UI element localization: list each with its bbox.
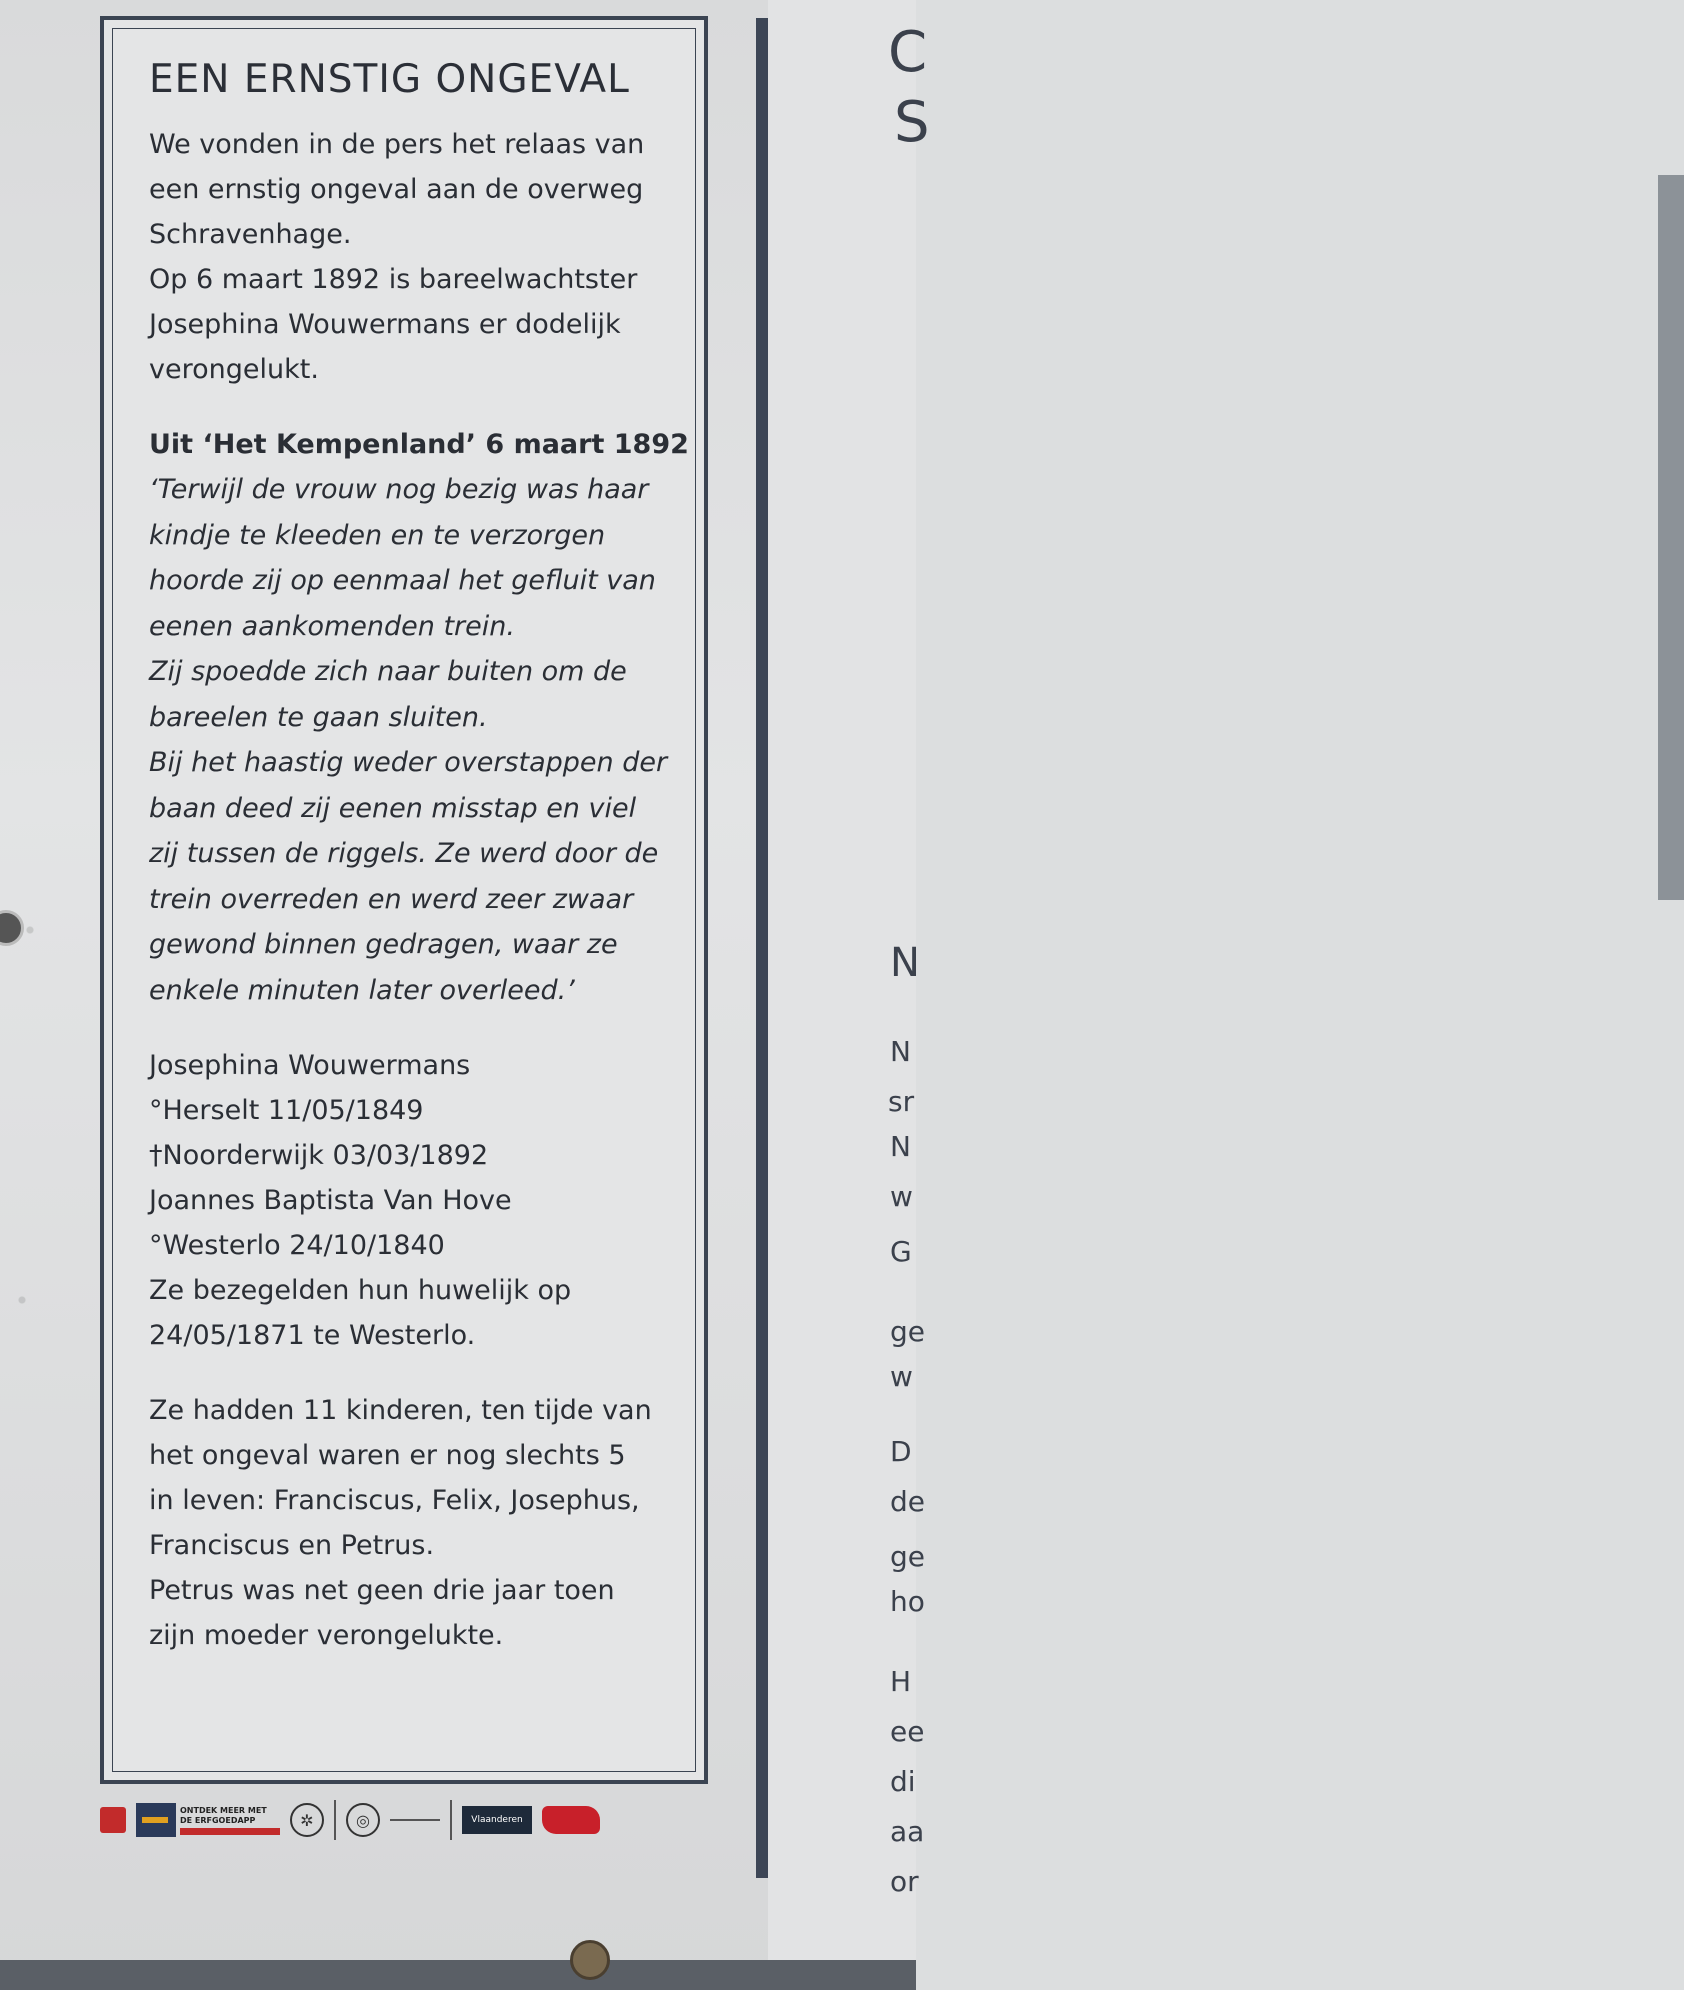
quote-line: Bij het haastig weder overstappen der bbox=[149, 747, 668, 778]
quote-line: enkele minuten later overleed.’ bbox=[149, 974, 575, 1006]
adjacent-text-fragments bbox=[768, 0, 930, 1990]
adjacent-photo bbox=[1658, 175, 1684, 900]
children-paragraph bbox=[149, 1388, 675, 1658]
adjacent-panel bbox=[768, 0, 930, 1990]
bio-line: Ze bezegelden hun huwelijk op bbox=[149, 1275, 572, 1306]
bio-line: °Herselt 11/05/1849 bbox=[149, 1095, 424, 1126]
separator bbox=[450, 1800, 452, 1840]
bio-line: 24/05/1871 te Westerlo. bbox=[149, 1320, 476, 1351]
fragment: de bbox=[890, 1485, 925, 1518]
intro-line: een ernstig ongeval aan de overweg bbox=[149, 174, 644, 205]
quote-line: kindje te kleeden en te verzorgen bbox=[149, 519, 606, 551]
fragment: w bbox=[890, 1360, 913, 1393]
bio-line: Joannes Baptista Van Hove bbox=[149, 1185, 512, 1216]
frame-divider bbox=[756, 18, 768, 1878]
quote-line: zij tussen de riggels. Ze werd door de bbox=[149, 838, 659, 869]
vlaanderen-logo: Vlaanderen bbox=[462, 1806, 532, 1834]
quote-line: bareelen te gaan sluiten. bbox=[149, 701, 488, 733]
newspaper-quote bbox=[149, 467, 675, 1013]
children-line: Franciscus en Petrus. bbox=[149, 1530, 435, 1561]
fragment: aa bbox=[890, 1815, 925, 1848]
quote-line: hoorde zij op eenmaal het gefluit van bbox=[149, 565, 656, 596]
fragment: w bbox=[890, 1180, 913, 1213]
heritage-circle-icon: ◎ bbox=[346, 1803, 380, 1837]
fragment: N bbox=[890, 1130, 911, 1163]
bio-line: †Noorderwijk 03/03/1892 bbox=[149, 1140, 489, 1171]
quote-line: ‘Terwijl de vrouw nog bezig was haar bbox=[149, 474, 649, 505]
fragment: or bbox=[890, 1865, 919, 1898]
fragment: sr bbox=[888, 1085, 915, 1118]
children-line: zijn moeder verongelukte. bbox=[149, 1620, 504, 1651]
intro-line: We vonden in de pers het relaas van bbox=[149, 129, 645, 160]
fragment: D bbox=[890, 1435, 912, 1468]
newspaper-source: Uit ‘Het Kempenland’ 6 maart 1892 bbox=[149, 429, 689, 460]
erfgoedapp-logo bbox=[136, 1803, 280, 1837]
quote-line: eenen aankomenden trein. bbox=[149, 610, 515, 642]
bio-line: Josephina Wouwermans bbox=[149, 1050, 471, 1081]
municipality-emblem-icon: ✲ bbox=[290, 1803, 324, 1837]
intro-line: verongelukt. bbox=[149, 354, 319, 385]
mounting-screw bbox=[0, 910, 24, 946]
intro-line: Op 6 maart 1892 is bareelwachtster bbox=[149, 264, 638, 295]
fragment: S bbox=[894, 90, 930, 155]
intro-line: Josephina Wouwermans er dodelijk bbox=[149, 309, 621, 340]
info-panel bbox=[100, 16, 708, 1784]
app-icon bbox=[136, 1803, 176, 1837]
bio-line: °Westerlo 24/10/1840 bbox=[149, 1230, 445, 1261]
fragment: C bbox=[888, 20, 928, 85]
quote-line: baan deed zij eenen misstap en viel bbox=[149, 792, 637, 824]
mounting-screw bbox=[570, 1940, 610, 1980]
children-line: in leven: Franciscus, Felix, Josephus, bbox=[149, 1485, 640, 1516]
red-square-logo bbox=[100, 1807, 126, 1833]
sponsor-logos bbox=[100, 1790, 700, 1850]
children-line: Ze hadden 11 kinderen, ten tijde van bbox=[149, 1395, 652, 1426]
fragment: di bbox=[890, 1765, 916, 1798]
intro-paragraph bbox=[149, 122, 675, 392]
children-line: Petrus was net geen drie jaar toen bbox=[149, 1575, 615, 1606]
dash-divider bbox=[390, 1819, 440, 1821]
fragment: G bbox=[890, 1235, 912, 1268]
fragment: ee bbox=[890, 1715, 925, 1748]
intro-line: Schravenhage. bbox=[149, 219, 352, 250]
children-line: het ongeval waren er nog slechts 5 bbox=[149, 1440, 626, 1471]
info-panel-content bbox=[112, 28, 696, 1772]
quote-line: trein overreden en werd zeer zwaar bbox=[149, 883, 634, 915]
fragment: H bbox=[890, 1665, 912, 1698]
panel-title: EEN ERNSTIG ONGEVAL bbox=[149, 57, 630, 102]
fragment: N bbox=[890, 1035, 911, 1068]
board-bottom-edge bbox=[0, 1960, 916, 1990]
fragment: N bbox=[890, 940, 920, 986]
app-text-label: ONTDEK MEER MET DE ERFGOEDAPP bbox=[180, 1805, 267, 1825]
separator bbox=[334, 1800, 336, 1840]
fragment: ho bbox=[890, 1585, 925, 1618]
red-brand-logo bbox=[542, 1806, 600, 1834]
quote-line: Zij spoedde zich naar buiten om de bbox=[149, 656, 627, 687]
fragment: ge bbox=[890, 1315, 925, 1348]
fragment: ge bbox=[890, 1540, 925, 1573]
quote-line: gewond binnen gedragen, waar ze bbox=[149, 929, 618, 960]
bio-paragraph bbox=[149, 1043, 675, 1358]
app-text bbox=[180, 1806, 280, 1835]
